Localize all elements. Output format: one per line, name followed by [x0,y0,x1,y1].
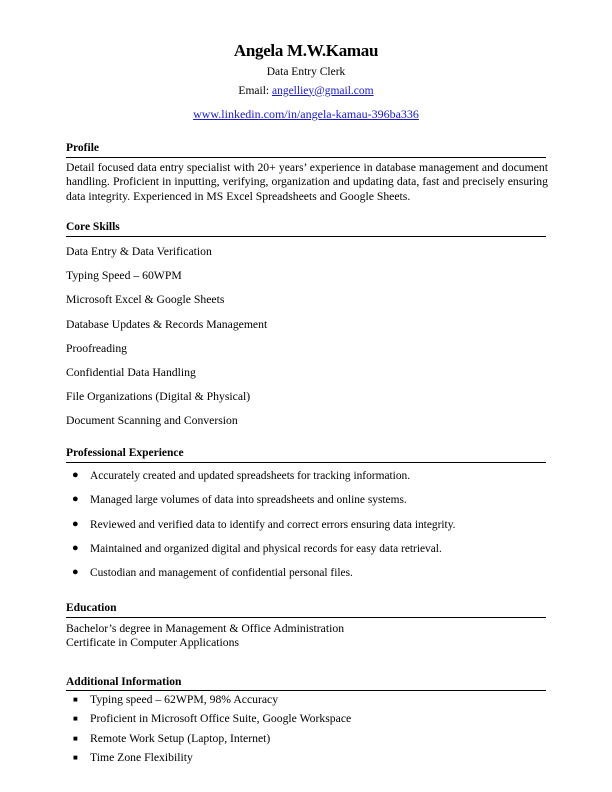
candidate-name: Angela M.W.Kamau [233,41,379,60]
square-bullet-icon: ■ [73,752,78,762]
email-label: Email: [238,84,270,97]
list-item-label: Proficient in Microsoft Office Suite, Google Workspace [90,712,352,726]
list-item: Confidential Data Handling [66,366,196,380]
list-item: File Organizations (Digital & Physical) [66,390,251,404]
list-item [66,568,546,579]
list-item-label: Maintained and organized digital and physical records for easy data retrieval. [90,543,442,556]
list-item: Proofreading [66,341,128,355]
candidate-job-title: Data Entry Clerk [266,66,346,78]
list-item [66,544,546,555]
resume-header [66,0,546,120]
section-heading-core-skills: Core Skills [66,221,546,237]
list-item: Certificate in Computer Applications [66,636,240,649]
education-list [66,618,546,651]
list-item: Bachelor’s degree in Management & Office Administration [66,621,345,635]
section-heading-education: Education [66,602,546,618]
square-bullet-icon: ■ [73,714,78,724]
round-bullet-icon: ● [72,493,79,506]
list-item [66,495,546,506]
list-item: Document Scanning and Conversion [66,414,238,428]
resume-content [66,0,546,771]
list-item: Typing Speed – 60WPM [66,269,182,283]
email-link[interactable]: angelliey@gmail.com [271,84,374,97]
core-skills-list [66,237,546,427]
list-item [66,713,546,725]
additional-information-list [66,691,546,763]
round-bullet-icon: ● [72,542,79,555]
list-item-label: Time Zone Flexibility [90,750,193,764]
list-item-label: Accurately created and updated spreadsheets for tracking information. [90,469,411,482]
list-item [66,733,546,745]
contact-linkedin-line [66,97,546,120]
list-item: Database Updates & Records Management [66,317,268,331]
contact-email-line [66,79,546,98]
list-item: Microsoft Excel & Google Sheets [66,293,225,307]
round-bullet-icon: ● [72,468,79,481]
list-item [66,694,546,706]
round-bullet-icon: ● [72,517,79,530]
list-item-label: Reviewed and verified data to identify and correct errors ensuring data integrity. [90,518,456,531]
profile-summary-text: Detail focused data entry specialist with 20+ years’ experience in database management and document handling. Proficient in inputting, verifying, organization and updating data, fast and precisely ensuring data integrity. Experienced in MS Excel Spreadsheets and Google Sheets. [66,160,548,203]
list-item-label: Custodian and management of confidential personal files. [90,567,353,580]
list-item [66,752,546,764]
list-item-label: Managed large volumes of data into spreadsheets and online systems. [90,494,407,507]
list-item-label: Typing speed – 62WPM, 98% Accuracy [90,693,279,707]
section-heading-profile: Profile [66,142,546,158]
list-item: Data Entry & Data Verification [66,245,212,259]
list-item [66,517,546,531]
list-item-label: Remote Work Setup (Laptop, Internet) [90,731,271,745]
list-item [66,468,546,482]
section-heading-professional-experience: Professional Experience [66,447,546,463]
section-heading-additional-information: Additional Information [66,676,546,692]
round-bullet-icon: ● [72,566,79,579]
square-bullet-icon: ■ [73,733,78,743]
square-bullet-icon: ■ [73,695,78,705]
professional-experience-list [66,463,546,580]
linkedin-link[interactable]: www.linkedin.com/in/angela-kamau-396ba336 [193,107,419,121]
